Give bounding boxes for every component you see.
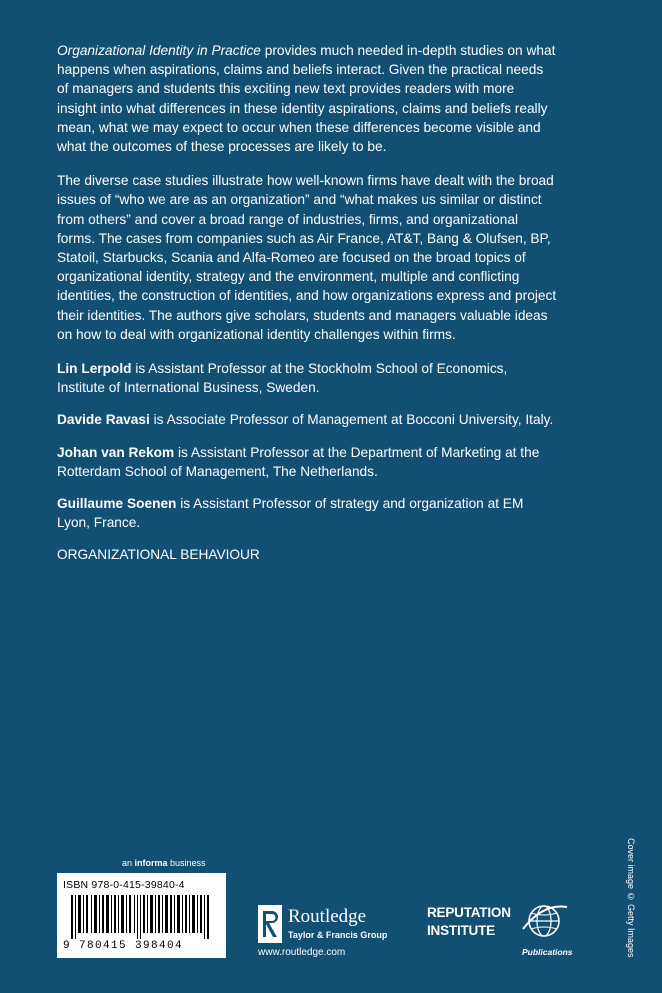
author-bio	[57, 410, 557, 429]
globe-icon	[521, 899, 569, 945]
isbn-label: ISBN 978-0-415-39840-4	[63, 879, 185, 891]
back-cover-text	[57, 41, 557, 580]
publisher-url: www.routledge.com	[258, 947, 346, 958]
routledge-logo	[258, 905, 398, 965]
author-bio-text: is Assistant Professor at the Department of Marketing at the Rotterdam School of Management, The Netherlands.	[57, 444, 540, 479]
author-bio-text: is Assistant Professor of strategy and organization at EM Lyon, France.	[57, 496, 524, 531]
blurb-paragraph-1-text: provides much needed in-depth studies on what happens when aspirations, claims and beliefs interact. Given the practical needs of managers and students this exciting new text provides readers with more insight into what differences in these identity aspirations, claims and beliefs really mean, what we may expect to occur when these differences become visible and what the outcomes of these processes are likely to be.	[57, 43, 556, 155]
author-name: Davide Ravasi	[57, 412, 150, 428]
author-bio	[57, 359, 557, 397]
routledge-r-icon	[258, 905, 284, 943]
reputation-institute-logo	[427, 899, 577, 961]
barcode-digits: 9 780415 398404	[63, 940, 184, 952]
blurb-paragraph-2: The diverse case studies illustrate how well-known firms have dealt with the broad issues of “who we are as an organization” and “what makes us similar or distinct from others” and cover a broad range of industries, firms, and organizational forms. The cases from companies such as Air France, AT&T, Bang & Olufsen, BP, Statoil, Starbucks, Scania and Alfa-Romeo are focused on the broad topics of organizational identity, strategy and the environment, multiple and conflicting identities, the construction of identities, and how organizations express and project their identities. The authors give scholars, students and managers valuable ideas on how to deal with organizational identity challenges within firms.	[57, 173, 557, 342]
publisher-group: Taylor & Francis Group	[288, 930, 388, 940]
author-bio	[57, 494, 557, 532]
informa-tagline: an informa business	[122, 858, 206, 868]
author-bio-text: is Associate Professor of Management at Bocconi University, Italy.	[149, 412, 554, 428]
author-name: Lin Lerpold	[57, 361, 132, 377]
cover-image-credit: Cover image © Getty Images	[626, 838, 636, 958]
publications-label: Publications	[522, 947, 573, 957]
blurb-paragraph-1	[57, 41, 557, 156]
book-title: Organizational Identity in Practice	[57, 43, 261, 58]
barcode-icon	[63, 895, 220, 939]
author-bio-text: is Assistant Professor at the Stockholm School of Economics, Institute of International Business, Sweden.	[57, 361, 508, 396]
author-bio	[57, 443, 557, 481]
subject-category: ORGANIZATIONAL BEHAVIOUR	[57, 547, 260, 563]
isbn-barcode	[57, 873, 226, 958]
reputation-line-1: REPUTATION	[427, 905, 511, 920]
author-name: Guillaume Soenen	[57, 496, 177, 512]
publisher-name: Routledge	[288, 906, 367, 927]
author-name: Johan van Rekom	[57, 444, 175, 460]
reputation-line-2: INSTITUTE	[427, 923, 495, 938]
